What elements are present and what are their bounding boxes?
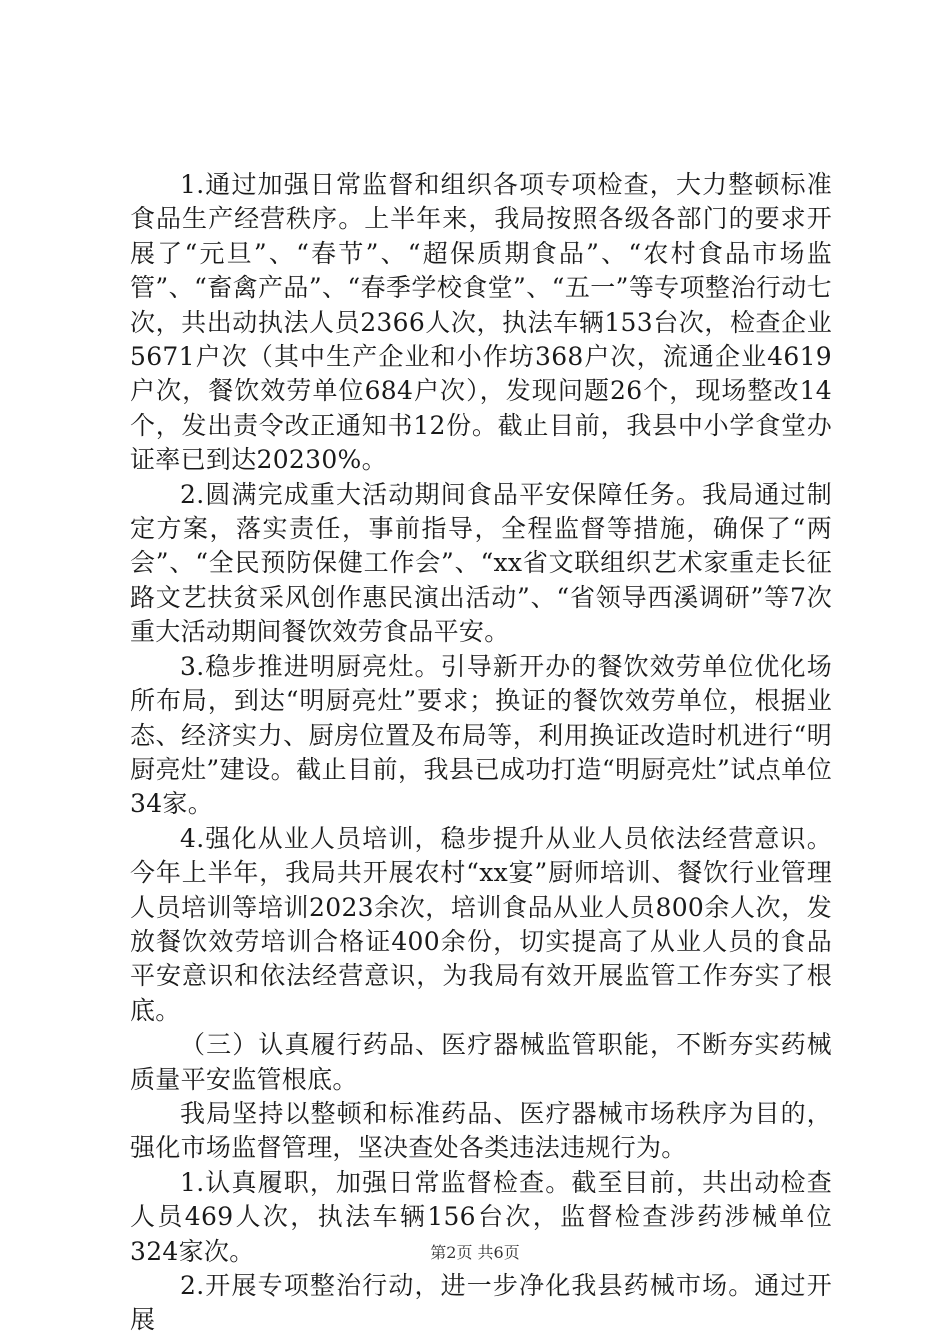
paragraph-special-rectification: 2.开展专项整治行动，进一步净化我县药械市场。通过开展 [130, 1271, 832, 1335]
paragraph-staff-training: 4.强化从业人员培训，稳步提升从业人员依法经营意识。今年上半年，我局共开展农村“xx宴”厨师培训、餐饮行业管理人员培训等培训2023余次，培训食品从业人员800余人次，发放餐饮效劳培训合格证400余份，切实提高了从业人员的食品平安意识和依法经营意识，为我局有效开展监管工作夯实了根底。 [130, 823, 832, 1025]
section-heading-drug-supervision: （三）认真履行药品、医疗器械监管职能，不断夯实药械质量平安监管根底。 [130, 1030, 832, 1094]
paragraph-daily-inspection: 1.认真履职，加强日常监督检查。截至目前，共出动检查人员469人次，执法车辆156台次，监督检查涉药涉械单位324家次。 [130, 1167, 832, 1266]
paragraph-drug-market-order: 我局坚持以整顿和标准药品、医疗器械市场秩序为目的，强化市场监督管理，坚决查处各类违法违规行为。 [130, 1098, 832, 1163]
paragraph-bright-kitchen: 3.稳步推进明厨亮灶。引导新开办的餐饮效劳单位优化场所布局，到达“明厨亮灶”要求；换证的餐饮效劳单位，根据业态、经济实力、厨房位置及布局等，利用换证改造时机进行“明厨亮灶”建设。截止目前，我县已成功打造“明厨亮灶”试点单位34家。 [130, 651, 832, 819]
paragraph-major-events: 2.圆满完成重大活动期间食品平安保障任务。我局通过制定方案，落实责任，事前指导，全程监督等措施，确保了“两会”、“全民预防保健工作会”、“xx省文联组织艺术家重走长征路文艺扶贫采风创作惠民演出活动”、“省领导西溪调研”等7次重大活动期间餐饮效劳食品平安。 [130, 479, 832, 647]
paragraph-food-inspection: 1.通过加强日常监督和组织各项专项检查，大力整顿标准食品生产经营秩序。上半年来，我局按照各级各部门的要求开展了“元旦”、“春节”、“超保质期食品”、“农村食品市场监管”、“畜禽产品”、“春季学校食堂”、“五一”等专项整治行动七次，共出动执法人员2366人次，执法车辆153台次，检查企业5671户次（其中生产企业和小作坊368户次，流通企业4619户次，餐饮效劳单位684户次），发现问题26个，现场整改14个，发出责令改正通知书12份。截止目前，我县中小学食堂办证率已到达20230%。 [130, 170, 832, 475]
document-body [130, 168, 832, 1338]
page-number-footer: 第2页 共6页 [430, 1243, 520, 1262]
